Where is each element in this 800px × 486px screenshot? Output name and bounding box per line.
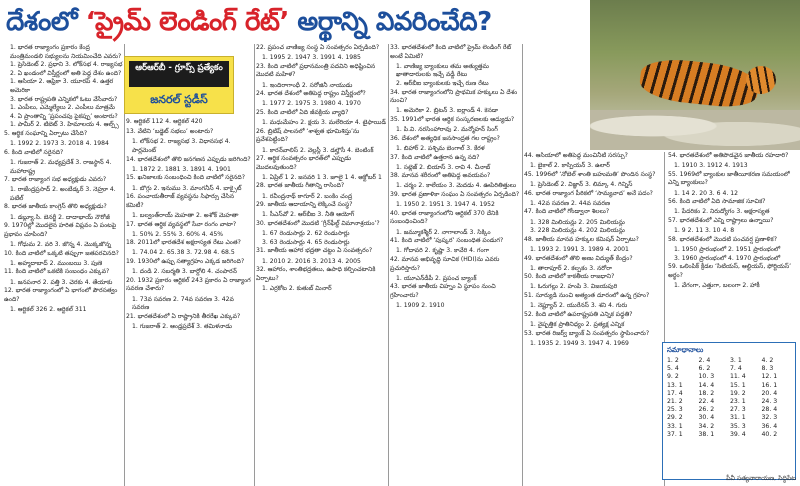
question-line: 50. కింది వాటిలో కాకతీయ రాజధాని? xyxy=(524,273,615,281)
question-line: 1. 67 రెండుసార్లు 2. 62 రెండుసార్లు xyxy=(262,230,350,238)
answers-row xyxy=(667,390,793,398)
answer-cell: 16. 1 xyxy=(761,381,778,389)
question-line: 45. 1996లో ‘నోబెల్ శాంతి బహుమతి’ పొందిన సంస్థ? xyxy=(524,170,656,178)
question-line: 3. భారత రాష్ట్రపతి ఎన్నికలో ఓటు వేసేవారు? xyxy=(10,95,118,103)
column-divider xyxy=(522,44,523,486)
answer-cell: 37. 1 xyxy=(667,430,683,438)
answer-cell: 29. 2 xyxy=(667,414,683,422)
question-line: 41. కింది వాటిలో ‘పుష్కర’ సంబంధిత పండుగ? xyxy=(390,237,504,245)
badge-subtitle: జనరల్ స్టడీస్ xyxy=(150,93,208,106)
answer-cell: 11. 4 xyxy=(730,373,746,381)
answer-cell: 26. 2 xyxy=(698,406,715,414)
answer-cell: 2. 4 xyxy=(698,357,711,364)
question-line: 1. జనపనార 2. పత్తి 3. చెరకు 4. తేయాకు xyxy=(10,278,113,286)
question-line: 1. సీఎస్‌వో 2. ఆర్‌బీఐ 3. నీతి ఆయోగ్ xyxy=(262,211,355,219)
answer-cell: 4. 2 xyxy=(761,357,774,364)
answer-cell: 24. 3 xyxy=(761,398,778,406)
answers-heading: సమాధానాలు xyxy=(667,346,704,354)
answer-cell: 20. 4 xyxy=(761,389,778,397)
question-line: 37. కింది వాటిలో ఉత్తరాన ఉన్న నది? xyxy=(390,153,480,161)
answers-row xyxy=(667,431,793,439)
question-line: 52. కింది వాటిలో ఉపరాష్ట్రపతి ఎన్నిక పద్ధతి? xyxy=(524,310,633,318)
question-line: 1. రవీంద్రనాథ్ ఠాగూర్ 2. బంకిం చంద్ర xyxy=(262,192,353,200)
question-line: 1. 1977 2. 1975 3. 1980 4. 1970 xyxy=(262,100,361,108)
answers-row xyxy=(667,423,793,431)
answer-cell: 13. 1 xyxy=(667,381,683,389)
question-line: 23. కింది వాటిలో ప్రధానమంత్రి పదవిని అధిష్టించిన మొదటి మహిళ? xyxy=(256,62,376,79)
question-line: 44. ఆసియాలో అతిపెద్ద మంచినీటి సరస్సు? xyxy=(524,152,628,159)
answer-cell: 7. 4 xyxy=(730,365,742,373)
answer-cell: 25. 3 xyxy=(667,406,683,414)
question-line: 31. జాతీయ ఆహార భద్రతా చట్టం ఏ సంవత్సరం? xyxy=(256,247,373,255)
question-line: 1. బొగ్గు 2. ఇనుము 3. మాంగనీస్ 4. బాక్సైట్ xyxy=(132,184,242,192)
question-line: 1. గుజరాత్ 2. మధ్యప్రదేశ్ 3. రాజస్థాన్ 4. మహారాష్ట్ర xyxy=(10,158,112,175)
question-column-4 xyxy=(390,44,522,486)
answer-cell: 6. 2 xyxy=(698,365,711,373)
answer-cell: 19. 2 xyxy=(730,389,746,397)
question-line: 12. భారత రాజ్యాంగంలో ఏ భాగంలో పౌరసత్వం ఉంది? xyxy=(4,287,118,303)
question-line: 51. సూర్యుడి నుంచి అత్యంత దూరంలో ఉన్న గ్రహం? xyxy=(524,292,650,300)
answer-cell: 23. 1 xyxy=(730,398,746,406)
question-line: 32. ఆహారం, శాంతిభద్రతలు, ఉపాధి కల్పించటానికి ఏర్పాటు? xyxy=(256,266,376,282)
column-divider xyxy=(254,44,255,486)
page-headline xyxy=(6,2,586,42)
question-line: 5. ఆర్థిక సంఘాన్ని ఏర్పాటు చేసేది? xyxy=(4,129,88,137)
answers-row xyxy=(667,365,793,373)
answers-table xyxy=(667,357,793,439)
question-line: 1. ఓరుగల్లు 2. హంపి 3. విజయపురి xyxy=(530,283,618,291)
question-line: 16. పంచాయతీరాజ్ వ్యవస్థను సిఫార్సు చేసిన కమిటీ? xyxy=(126,193,235,209)
question-line: 1. ఏప్రిల్ 1 2. జనవరి 1 3. జూలై 1 4. అక్టోబర్ 1 xyxy=(262,173,382,181)
question-line: 1. నెప్ట్యూన్ 2. యురేనస్ 3. శని 4. గురు xyxy=(530,302,628,310)
question-line: 46. భారత రాజ్యాంగ పీఠికలో ‘సామ్యవాద’ అనే పదం? xyxy=(524,189,653,197)
question-line: 1. పామీర్ 2. టిబెట్ 3. హిమాలయ 4. ఆల్ప్స్ xyxy=(10,121,119,129)
badge-title: ఆర్ఆర్‌బీ - గ్రూప్స్ ప్రత్యేకం xyxy=(129,61,229,87)
answers-row xyxy=(667,382,793,390)
question-line: 1. దండి 2. సబర్మతి 3. బార్డోలి 4. చంపారన్ xyxy=(132,268,237,276)
question-line: 1. ఆసియా 2. ఆఫ్రికా 3. యూరప్ 4. ఉత్తర అమెరికా xyxy=(10,78,114,94)
question-line: 1. ఆర్టికల్ 326 2. ఆర్టికల్ 311 xyxy=(10,305,87,313)
question-line: 56. కింది వాటిలో ఏది సామాజిక సూచిక? xyxy=(668,198,766,206)
question-line: 26. బ్రిటిష్ పాలనలో ‘శాశ్వత భూమిశిస్తు’ను ప్రవేశపెట్టింది? xyxy=(256,127,360,144)
question-line: 1. జమ్మూకశ్మీర్ 2. నాగాలాండ్ 3. సిక్కిం xyxy=(396,228,491,236)
question-line: 9. ఆర్టికల్ 112 4. ఆర్టికల్ 420 xyxy=(126,118,203,125)
question-line: 1. గోదావరి 2. కృష్ణా 3. కావేరి 4. గంగా xyxy=(396,247,490,255)
answer-cell: 34. 2 xyxy=(698,422,715,430)
answer-cell: 14. 4 xyxy=(698,381,715,389)
question-line: 43. భారత జాతీయ చిహ్నం ఏ స్థూపం నుంచి గ్రహించారు? xyxy=(390,283,496,299)
question-line: 47. కింది వాటిలో గోండ్వానా శిలలు? xyxy=(524,208,610,216)
question-line: 57. భారతదేశంలో ఎన్ని రాష్ట్రాలు ఉన్నాయి? xyxy=(668,216,774,224)
question-line: 42. మానవ అభివృద్ధి సూచిక (HDI)ను ఎవరు ప్రచురిస్తారు? xyxy=(390,256,500,272)
question-line: 59. ఒలింపిక్ క్రీడల ‘సిటియస్, ఆల్టియస్, ఫోర్టియస్’ అర్థం? xyxy=(668,263,792,279)
question-line: 1. 74.04 2. 65.38 3. 72.98 4. 68.5 xyxy=(132,249,235,257)
question-line: 1. అమెరికా 2. బ్రిటన్ 3. ఐర్లాండ్ 4. కెనడా xyxy=(396,107,499,115)
question-line: 1. బిహార్ 2. పశ్చిమ బెంగాల్ 3. కేరళ xyxy=(396,144,485,152)
question-line: 21. భారతదేశంలో ఏ రాష్ట్రానికి తీరరేఖ ఎక్కువ? xyxy=(126,312,241,320)
answer-cell: 32. 3 xyxy=(761,414,778,422)
answer-cell: 5. 4 xyxy=(667,365,679,373)
question-line: 1. 1992 2. 1973 3. 2018 4. 1984 xyxy=(10,140,109,148)
answer-cell: 15. 1 xyxy=(730,381,746,389)
question-line: 1. ప్రెసిడెంట్ 2. ప్రధాని 3. లోక్‌సభ 4. రాజ్యసభ xyxy=(10,61,123,69)
answers-row xyxy=(667,414,793,422)
answer-cell: 27. 3 xyxy=(730,406,746,414)
question-line: 48. జాతీయ మానవ హక్కుల కమిషన్ ఏర్పాటు? xyxy=(524,235,639,243)
answer-cell: 22. 4 xyxy=(698,398,715,406)
question-line: 28. భారత జాతీయ గీతాన్ని రాసింది? xyxy=(256,182,345,190)
question-column-6 xyxy=(668,152,800,342)
question-line: 27. ఆర్థిక సంవత్సరం భారత్‌లో ఎప్పుడు మొదలవుతుంది? xyxy=(256,155,352,171)
question-line: 1. లోక్‌సభ 2. రాజ్యసభ 3. విధానసభ 4. పార్లమెంట్ xyxy=(132,138,231,154)
question-line: 1. ప్రెసిడెంట్ 2. విజ్ఞాన్ 3. లిమ్కా 4. గిన్నిస్ xyxy=(530,180,633,188)
question-line: 1. అహ్మదాబాద్ 2. ముంబయి 3. పుణె xyxy=(10,259,103,267)
question-line: 1. 50% 2. 55% 3. 60% 4. 45% xyxy=(132,230,223,238)
question-line: 40. భారత రాజ్యాంగంలోని ఆర్టికల్ 370 దేనికి సంబంధించింది? xyxy=(390,209,499,226)
question-line: 58. భారతదేశంలో మొదటి పంచవర్ష ప్రణాళిక? xyxy=(668,235,777,243)
question-line: 1. వేగంగా, ఎత్తుగా, బలంగా 2. హాకీ xyxy=(674,281,760,289)
question-line: 33. భారతదేశంలో కింది వాటిలో ప్రైమ్ లెండింగ్ రేట్ అంటే ఏమిటి? xyxy=(390,44,512,60)
headline-part1: దేశంలో xyxy=(6,7,86,37)
question-column-1 xyxy=(4,44,124,486)
question-line: 8. భారత జాతీయ కాంగ్రెస్ తొలి అధ్యక్షుడు? xyxy=(4,203,107,211)
question-line: 1. ఇందిరాగాంధీ 2. సరోజినీ నాయుడు xyxy=(262,81,353,89)
answer-cell: 12. 1 xyxy=(761,373,778,381)
question-line: 1. 1909 2. 1910 xyxy=(396,302,445,310)
headline-highlight: ‘ప్రైమ్ లెండింగ్ రేట్’ xyxy=(85,7,289,37)
question-line: 1. 1995 2. 1947 3. 1991 4. 1985 xyxy=(262,54,361,62)
question-column-2 xyxy=(126,118,252,486)
answer-cell: 40. 2 xyxy=(761,430,778,438)
question-line: 1. బల్వంత్‌రాయ్ మెహతా 2. అశోక్ మెహతా xyxy=(132,211,239,219)
question-line: 55. 1969లో బ్యాంకుల జాతీయీకరణ సమయంలో ఎన్ని బ్యాంకులు? xyxy=(668,170,790,187)
question-line: 1. ఎంపీలు, ఎమ్మెల్యేలు 2. ఎంపీలు మాత్రమే xyxy=(10,104,115,112)
question-line: 25. కింది వాటిలో ఏది జీవక్రియ వ్యాధి? xyxy=(256,108,349,116)
question-line: 1. 9 2. 11 3. 10 4. 8 xyxy=(674,227,735,235)
answer-cell: 36. 4 xyxy=(761,422,778,430)
question-line: 19. 1930లో ఉప్పు సత్యాగ్రహం ఎక్కడ జరిగింది? xyxy=(126,258,245,266)
question-line: 1. 1950 ప్రారంభంలో 2. 1951 ప్రారంభంలో xyxy=(674,245,781,253)
question-line: 1. తారాపూర్ 2. కల్పకం 3. నరోరా xyxy=(530,264,612,272)
answer-cell: 17. 4 xyxy=(667,389,683,397)
question-line: 1. 328 మిలియన్లు 2. 205 మిలియన్లు xyxy=(530,218,625,226)
question-line: 9. 1970ల్లో మొదలైన హరిత విప్లవం ఏ పంటపై ప్రభావం చూపింది? xyxy=(4,222,117,238)
answer-cell: 18. 2 xyxy=(698,389,715,397)
section-badge xyxy=(124,56,234,114)
question-line: 36. దేశంలో అత్యధిక జనసాంద్రత గల రాష్ట్రం? xyxy=(390,134,500,142)
headline-part2: అర్థాన్ని వివరించేది? xyxy=(288,7,492,37)
answer-cell: 1. 2 xyxy=(667,357,679,364)
question-line: 3. 1960 ప్రారంభంలో 4. 1970 ప్రారంభంలో xyxy=(674,254,781,262)
answer-cell: 30. 4 xyxy=(698,414,715,422)
question-line: 18. 2011లో భారతదేశ అక్షరాస్యత రేటు ఎంత? xyxy=(126,239,241,247)
question-line: 15. ఖనిజాలకు సంబంధించి కింది వాటిలో సరైనది? xyxy=(126,174,245,182)
answer-cell: 33. 1 xyxy=(667,422,683,430)
question-line: 1. యూఎన్‌డీపీ 2. ప్రపంచ బ్యాంక్ xyxy=(396,274,477,282)
question-line: 29. జాతీయ ఆదాయాన్ని లెక్కించే సంస్థ? xyxy=(256,201,353,209)
question-line: 38. మానవ శరీరంలో అతిపెద్ద అవయవం? xyxy=(390,172,491,180)
question-line: 3. 63 రెండుసార్లు 4. 65 రెండుసార్లు xyxy=(262,238,350,246)
answer-cell: 9. 2 xyxy=(667,373,679,381)
answer-cell: 38. 1 xyxy=(698,430,715,438)
question-line: 1. 42వ సవరణ 2. 44వ సవరణ xyxy=(530,199,611,207)
question-line: 1. మధుమేహం 2. క్షయ 3. మలేరియా 4. టైఫాయిడ్ xyxy=(262,119,386,127)
author-credit: పీవీ సత్యనారాయణ, సిద్ధిపేట xyxy=(726,475,796,482)
answer-cell: 39. 4 xyxy=(730,430,746,438)
question-line: 3. 228 మిలియన్లు 4. 202 మిలియన్లు xyxy=(530,227,625,235)
question-line: 10. కింది వాటిలో ఒక్కటి తప్పుగా జతపరచినది? xyxy=(4,249,119,257)
question-line: 1. గుజరాత్ 2. ఆంధ్రప్రదేశ్ 3. తమిళనాడు xyxy=(132,323,233,330)
question-line: 53. భారత రిజర్వ్ బ్యాంక్ ఏ సంవత్సరం స్థాపించారు? xyxy=(524,329,650,337)
answer-cell: 35. 3 xyxy=(730,422,746,430)
answers-row xyxy=(667,406,793,414)
question-line: 24. భారత దేశంలో అతిపెద్ద రాష్ట్రం విస్తీర్ణంలో? xyxy=(256,90,366,98)
question-line: 1. ఎర్రకోట 2. కుతుబ్ మినార్ xyxy=(262,284,332,292)
question-line: 1. డబ్ల్యూ.సి. బెనర్జీ 2. దాదాభాయ్ నౌరోజీ xyxy=(10,213,110,221)
question-line: 7. భారత రాజ్యాంగ సభ అధ్యక్షుడు ఎవరు? xyxy=(4,176,107,184)
question-line: 39. భారత ప్రణాళికా సంఘం ఏ సంవత్సరం ఏర్పడింది? xyxy=(390,191,520,199)
question-line: 35. 1991లో భారత ఆర్థిక సంస్కరణలకు ఆద్యుడు? xyxy=(390,115,515,123)
answer-cell: 28. 4 xyxy=(761,406,778,414)
question-line: 1. 1993 2. 1991 3. 1989 4. 2001 xyxy=(530,245,629,253)
question-line: 1. 14 2. 20 3. 6 4. 12 xyxy=(674,189,738,197)
answers-row xyxy=(667,398,793,406)
answer-cell: 3. 1 xyxy=(730,357,742,364)
answers-row xyxy=(667,373,793,381)
answer-cell: 21. 2 xyxy=(667,398,683,406)
question-line: 1. 1935 2. 1949 3. 1947 4. 1969 xyxy=(530,339,629,347)
question-line: 1. 1950 2. 1951 3. 1947 4. 1952 xyxy=(396,201,495,209)
question-column-3 xyxy=(256,44,386,486)
question-line: 1. భారత రాజ్యాంగం ప్రకారం కేంద్ర మంత్రిమండలి సభ్యులను నియమించేది ఎవరు? xyxy=(10,44,122,60)
answer-cell: 10. 3 xyxy=(698,373,715,381)
question-line: 1. 2010 2. 2016 3. 2013 4. 2005 xyxy=(262,257,361,265)
question-line: 13. వేటిని ‘బడ్జెట్ సభలు’ అంటారు? xyxy=(126,128,214,136)
column-divider xyxy=(388,44,389,486)
question-line: 1. వాణిజ్య బ్యాంకులు తమ అత్యుత్తమ ఖాతాదారులకు ఇచ్చే వడ్డీ రేటు xyxy=(396,62,489,79)
question-line: 1. కారన్‌వాలిస్ 2. వెల్లస్లీ 3. డల్హౌసీ 4. బెంటింక్ xyxy=(262,146,374,154)
question-line: 54. భారతదేశంలో అతిపొడవైన జాతీయ రహదారి? xyxy=(668,152,789,159)
question-line: 1. సట్లెజ్ 2. బియాస్ 3. రావి 4. చీనాబ్ xyxy=(396,163,491,171)
answers-row xyxy=(667,357,793,365)
question-line: 14. భారతదేశంలో తొలి జనగణన ఎప్పుడు జరిగింది? xyxy=(126,155,251,163)
question-line: 1. రాజేంద్రప్రసాద్ 2. అంబేడ్కర్ 3. నెహ్రూ 4. పటేల్ xyxy=(10,186,116,202)
question-line: 11. కింది వాటిలో ఒకటికి సంబంధం ఎక్కువ? xyxy=(4,268,110,276)
question-line: 2. ఆర్‌బీఐ బ్యాంకులకు ఇచ్చే రుణ రేటు xyxy=(396,79,489,87)
question-line: 49. భారతదేశంలో తొలి అణు విద్యుత్ కేంద్రం? xyxy=(524,254,633,262)
question-line: 1. గోధుమ 2. వరి 3. జొన్న 4. మొక్కజొన్న xyxy=(10,241,112,249)
question-line: 2. ఏ ఖండంలో విస్తీర్ణంలో అతి పెద్ద దేశం ఉంది? xyxy=(10,69,122,77)
question-line: 34. భారత రాజ్యాంగంలోని ప్రాథమిక హక్కులు ఏ దేశం నుంచి? xyxy=(390,88,518,105)
question-line: 1. 1910 3. 1912 4. 1913 xyxy=(674,162,748,170)
question-column-5 xyxy=(524,152,664,486)
answer-cell: 8. 3 xyxy=(761,365,774,373)
question-line: 20. 1932 ప్రకారం ఆర్టికల్ 243 ప్రకారం ఏ రాజ్యాంగ సవరణ చేశారు? xyxy=(126,276,251,293)
question-line: 1. 1872 2. 1881 3. 1891 4. 1901 xyxy=(132,165,231,173)
question-line: 22. ప్రపంచ వాణిజ్య సంస్థ ఏ సంవత్సరం ఏర్పడింది? xyxy=(256,44,380,51)
question-line: 6. కింది వాటిలో సరైనది? xyxy=(4,148,64,156)
question-line: 1. నైష్పత్తిక ప్రాతినిధ్యం 2. ప్రత్యక్ష ఎన్నిక xyxy=(530,321,625,329)
answer-cell: 31. 1 xyxy=(730,414,746,422)
question-line: 1. బైకాల్ 2. కాస్పియన్ 3. ఉలార్ xyxy=(530,162,610,170)
question-line: 1. పేదరికం 2. నిరుద్యోగం 3. అక్షరాస్యత xyxy=(674,208,770,216)
answers-box xyxy=(662,342,796,480)
question-line: 1. చర్మం 2. కాలేయం 3. మెదడు 4. ఊపిరితిత్తులు xyxy=(396,182,517,190)
question-line: 1. పి.వి. నరసింహారావు 2. మన్మోహన్ సింగ్ xyxy=(396,126,498,134)
question-line: 30. భారతదేశంలో మొదటి ‘గ్రీన్‌ఫీల్డ్ విమానాశ్రయం’? xyxy=(256,220,380,228)
question-line: 4. ఏ ప్రాంతాన్ని ‘ప్రపంచపు పైకప్పు’ అంటారు? xyxy=(10,112,118,120)
question-line: 1. 73వ సవరణ 2. 74వ సవరణ 3. 42వ సవరణ xyxy=(132,295,234,312)
question-line: 17. భారత ఆర్థిక వ్యవస్థలో సేవా రంగం వాటా? xyxy=(126,220,237,228)
